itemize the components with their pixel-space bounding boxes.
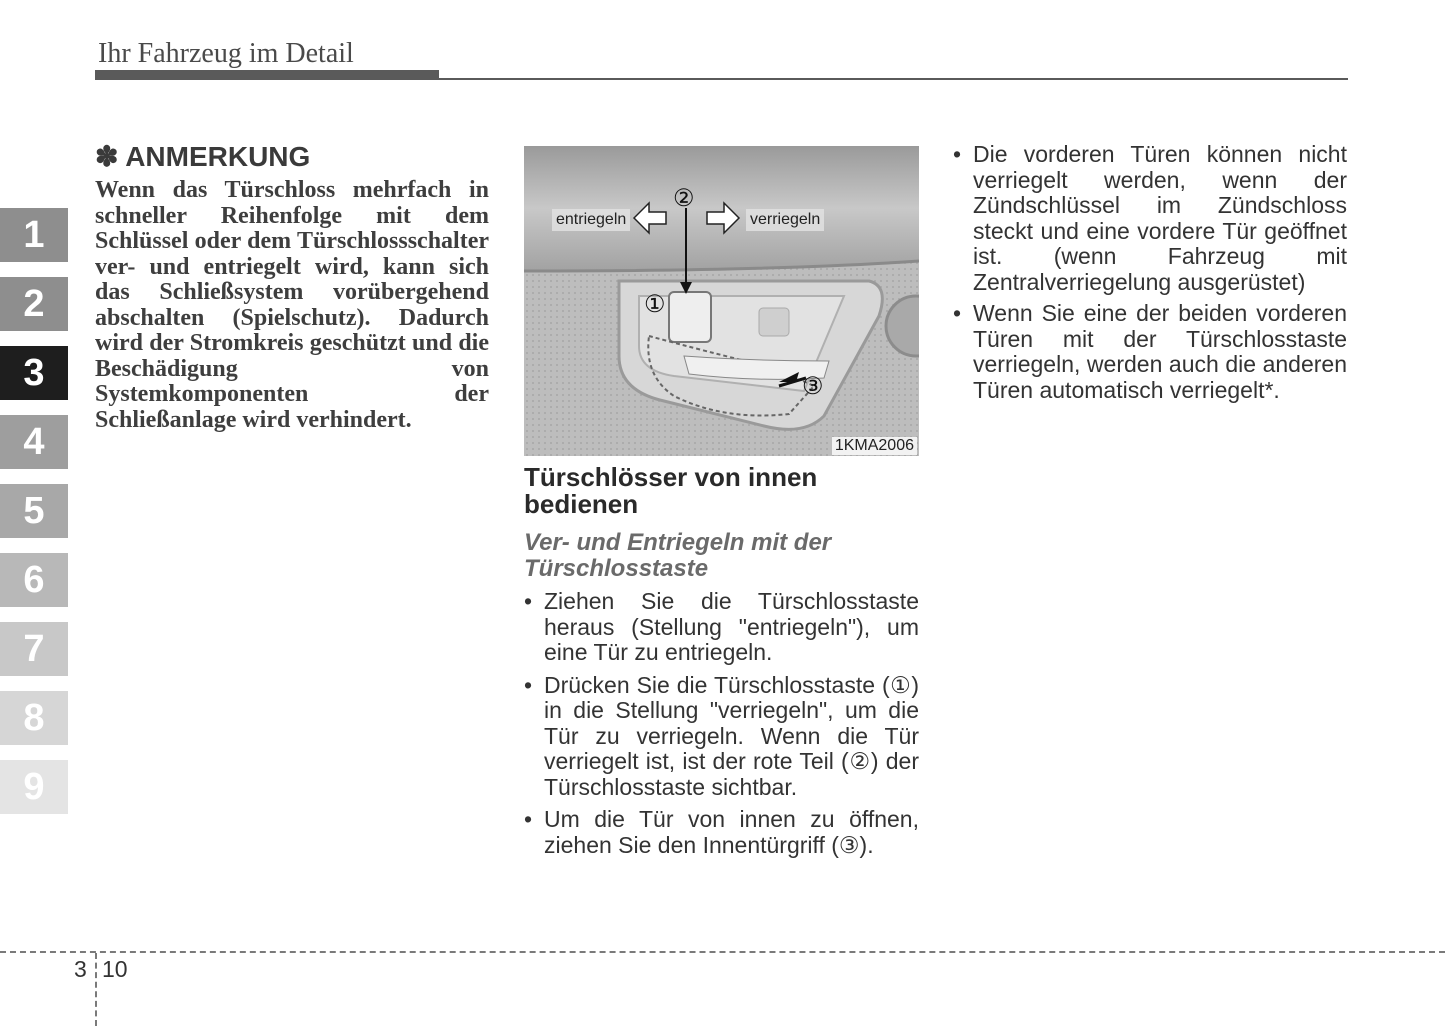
list-item: • Drücken Sie die Türschlosstaste (①) in die Stellung "verriegeln", um die Tür zu verriegeln. Wenn die Tür verriegelt ist, ist der rote Teil (②) der Türschlosstaste sichtbar. [524, 673, 919, 801]
list-item: • Ziehen Sie die Türschlosstaste heraus (Stellung "entriegeln"), um eine Tür zu entriegeln. [524, 589, 919, 666]
door-lock-illustration [524, 146, 919, 456]
chapter-tab-1[interactable]: 1 [0, 208, 68, 262]
figure-code: 1KMA2006 [832, 437, 917, 455]
callout-1: ① [644, 291, 666, 318]
header-rule [439, 78, 1348, 80]
chapter-tab-6[interactable]: 6 [0, 553, 68, 607]
page-chapter-number: 3 [74, 956, 87, 982]
instruction-list [524, 589, 919, 865]
footer-page-divider [95, 953, 97, 1026]
footer-divider [0, 951, 1445, 953]
label-verriegeln: verriegeln [746, 209, 824, 231]
chapter-tab-5[interactable]: 5 [0, 484, 68, 538]
note-body: Wenn das Türschloss mehrfach in schneller Reihenfolge mit dem Schlüssel oder dem Türschlossschalter ver- und entriegelt wird, kann sich das Schließsystem vorübergehend abschalten (Spielschutz). Dadurch wird der Stromkreis geschützt und die Beschädigung von Systemkomponenten der Schließanlage wird verhindert. [95, 177, 489, 433]
chapter-tab-7[interactable]: 7 [0, 622, 68, 676]
list-item: • Um die Tür von innen zu öffnen, ziehen Sie den Innentürgriff (③). [524, 807, 919, 858]
chapter-tab-2[interactable]: 2 [0, 277, 68, 331]
section-title: Türschlösser von innen bedienen [524, 462, 818, 519]
list-item: • Die vorderen Türen können nicht verriegelt werden, wenn der Zündschlüssel im Zündschloss steckt und eine vordere Tür geöffnet ist. (wenn Fahrzeug mit Zentralverriegelung ausgerüstet) [953, 142, 1347, 295]
list-item: • Wenn Sie eine der beiden vorderen Türen mit der Türschlosstaste verriegeln, werden auch die anderen Türen automatisch verriegelt*. [953, 301, 1347, 403]
chapter-tab-3-active[interactable]: 3 [0, 346, 68, 400]
chapter-tab-9[interactable]: 9 [0, 760, 68, 814]
callout-3: ③ [802, 373, 824, 400]
section-subtitle: Ver- und Entriegeln mit der Türschlosstaste [524, 529, 832, 582]
label-entriegeln: entriegeln [552, 209, 630, 231]
page-header-title: Ihr Fahrzeug im Detail [98, 38, 354, 69]
page-number: 10 [102, 956, 128, 982]
note-title: ✽ ANMERKUNG [95, 141, 311, 172]
callout-2: ② [673, 185, 695, 212]
chapter-tab-8[interactable]: 8 [0, 691, 68, 745]
chapter-tab-4[interactable]: 4 [0, 415, 68, 469]
info-list [953, 142, 1347, 409]
door-panel-drawing [524, 146, 919, 456]
header-bar [95, 70, 439, 80]
